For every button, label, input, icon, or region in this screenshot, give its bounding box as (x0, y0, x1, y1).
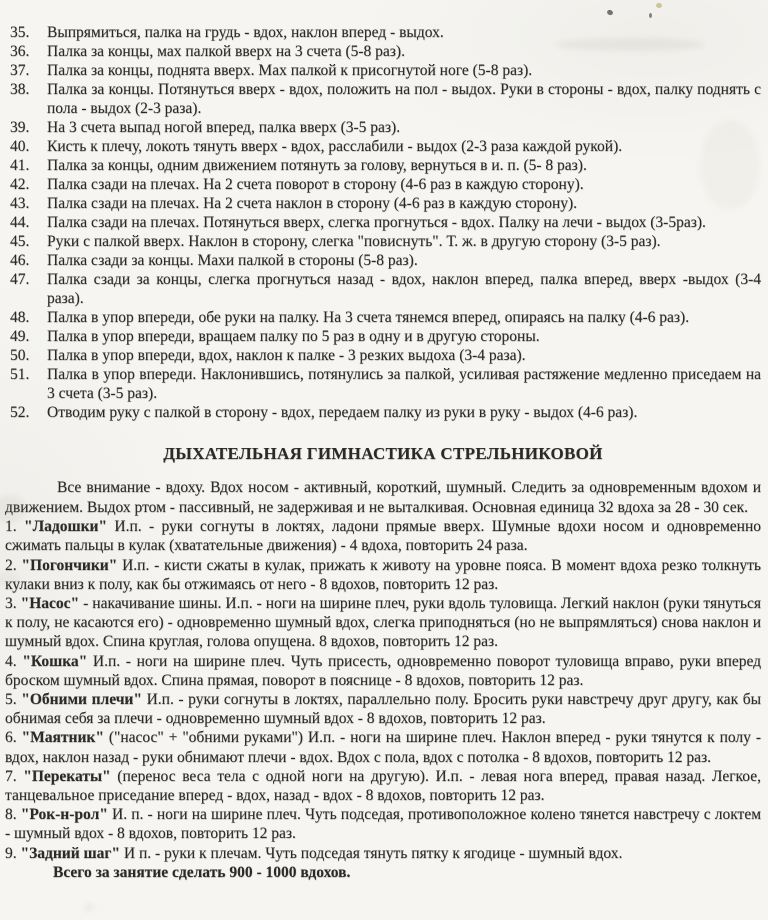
item-text: И.п. - ноги на ширине плеч. Чуть присесть, одновременно поворот туловища вправо, руки вперед броском шумный вдох. Спина прямая, поворот в пояснице - 8 вдохов, повторить 12 раз. (5, 652, 762, 689)
item-number: 37. (10, 62, 30, 79)
item-text: Палка сзади на плечах. Потянуться вверх, слегка прогнуться - вдох. Палку на лечи - выдох (3-5раз). (47, 214, 706, 231)
item-number: 35. (10, 24, 30, 41)
stick-exercise-item (10, 213, 761, 232)
stick-exercise-item (10, 251, 761, 270)
breathing-exercise-list (5, 517, 761, 863)
item-text: Палка в упор впереди. Наклонившись, потянулись за палкой, усиливая растяжение медленно приседаем на 3 счета (3-5 раз). (47, 366, 761, 402)
stick-exercise-item (10, 346, 761, 365)
item-number: 47. (10, 271, 30, 288)
item-number: 40. (10, 138, 30, 155)
item-number: 8. (5, 806, 17, 824)
stick-exercise-item (10, 80, 761, 118)
exercise-name: "Маятник" (21, 729, 104, 747)
item-text: И п. - руки к плечам. Чуть подседая тянуть пятку к ягодице - шумный вдох. (123, 844, 623, 862)
total-inhales-note: Всего за занятие сделать 900 - 1000 вдохов. (53, 863, 351, 881)
breathing-exercise-item (5, 594, 761, 652)
stick-exercise-item (10, 270, 761, 308)
item-text: ("насос" + "обними руками") И.п. - ноги на ширине плеч. Наклон вперед - руки тянутся к полу - вдох, наклон назад - руки обнимают плечи - вдох. Вдох с пола, вдох с потолка - 8 вдохов, повторить 12 раз. (5, 729, 761, 766)
breathing-exercise-item (5, 556, 761, 594)
exercise-name: "Кошка" (22, 652, 88, 670)
item-text: Руки с палкой вверх. Наклон в сторону, слегка "повиснуть". Т. ж. в другую сторону (3-5 раз). (47, 233, 661, 250)
stick-exercise-item (10, 194, 761, 213)
item-number: 1. (5, 518, 17, 536)
stick-exercise-item (10, 23, 761, 42)
item-text: Палка в упор впереди, вдох, наклон к палке - 3 резких выдоха (3-4 раза). (47, 347, 526, 364)
breathing-exercise-item (5, 805, 761, 843)
item-text: (перенос веса тела с одной ноги на другую). И.п. - левая нога вперед, правая назад. Легкое, танцевальное приседание вперед - вдох, назад - вдох - 8 вдохов, повторить 12 раз. (5, 767, 761, 805)
item-text: Палка за концы, поднята вверх. Мах палкой к присогнутой ноге (5-8 раз). (47, 62, 533, 79)
item-text: Палка в упор впереди, вращаем палку по 5 раз в одну и в другую стороны. (47, 328, 540, 345)
item-number: 38. (10, 81, 30, 98)
stick-exercise-item (10, 232, 761, 251)
scan-speck (649, 13, 652, 18)
item-number: 44. (10, 214, 30, 231)
item-number: 50. (10, 347, 30, 364)
stick-exercise-list (5, 23, 761, 422)
item-text: На 3 счета выпад ногой вперед, палка вверх (3-5 раз). (47, 119, 401, 136)
stick-exercise-item (10, 156, 761, 175)
breathing-exercise-item (5, 652, 761, 690)
item-text: Палка в упор впереди, обе руки на палку. На 3 счета тянемся вперед, опираясь на палку (4-6 раз). (47, 309, 690, 326)
item-text: И.п. - руки согнуты в локтях, параллельно полу. Бросить руки навстречу друг другу, как бы обнимая себя за плечи - одновременно шумный вдох - 8 вдохов, повторить 12 раз. (5, 691, 761, 728)
item-text: Палка за концы. Потянуться вверх - вдох, положить на пол - выдох. Руки в стороны - вдох, палку поднять с пола - выдох (2-3 раза). (47, 81, 761, 117)
stick-exercise-item (10, 61, 761, 80)
exercise-name: "Задний шаг" (20, 844, 121, 862)
item-number: 45. (10, 233, 30, 250)
breathing-exercise-item (5, 517, 761, 555)
item-text: И.п. - руки согнуты в локтях, ладони прямые вверх. Шумные вдохи носом и одновременно сжимать пальцы в кулак (хватательные движения) - 4 вдоха, повторить 24 раза. (5, 518, 762, 555)
exercise-name: "Насос" (20, 595, 80, 612)
item-text: Кисть к плечу, локоть тянуть вверх - вдох, расслабили - выдох (2-3 раза каждой рукой). (47, 138, 623, 155)
intro-paragraph: Все внимание - вдоху. Вдох носом - активный, короткий, шумный. Следить за одновременным вдохом и движением. Выдох ртом - пассивный, не задерживая и не выталкивая. Основная единица 32 вдоха за 28 - 30 сек. (5, 479, 761, 516)
item-number: 41. (10, 157, 30, 174)
section-heading: ДЫХАТЕЛЬНАЯ ГИМНАСТИКА СТРЕЛЬНИКОВОЙ (163, 444, 603, 463)
item-number: 9. (5, 844, 17, 862)
stick-exercise-item (10, 42, 761, 61)
stick-exercise-item (10, 175, 761, 194)
item-number: 51. (10, 366, 30, 383)
item-text: Палка сзади за концы, слегка прогнуться назад - вдох, наклон вперед, палка вперед, вверх -выдох (3-4 раза). (47, 271, 761, 307)
stick-exercise-item (10, 327, 761, 346)
item-number: 48. (10, 309, 30, 326)
breathing-exercise-item (5, 690, 761, 728)
item-number: 43. (10, 195, 30, 212)
item-text: Палка за концы, одним движением потянуть за голову, вернуться в и. п. (5- 8 раз). (47, 157, 587, 174)
item-text: Отводим руку с палкой в сторону - вдох, передаем палку из руки в руку - выдох (4-6 раз). (47, 404, 638, 421)
item-number: 39. (10, 119, 30, 136)
item-number: 7. (5, 767, 17, 785)
exercise-name: "Рок-н-рол" (20, 806, 108, 824)
item-number: 5. (5, 691, 17, 709)
breathing-exercise-item (5, 844, 761, 863)
exercise-name: "Погончики" (21, 556, 118, 574)
stick-exercise-item (10, 118, 761, 137)
stick-exercise-item (10, 308, 761, 327)
exercise-name: "Ладошки" (23, 518, 108, 536)
item-number: 2. (5, 556, 17, 574)
item-number: 6. (5, 729, 17, 747)
exercise-name: "Перекаты" (23, 767, 111, 785)
item-number: 36. (10, 43, 30, 60)
item-number: 46. (10, 252, 30, 269)
item-number: 4. (5, 652, 17, 670)
breathing-exercise-item (5, 767, 761, 805)
item-text: - накачивание шины. И.п. - ноги на ширине плеч, руки вдоль туловища. Легкий наклон (руки тянуться к полу, не касаются его) - одновременно шумный вдох, слегка приподняться (но не выпрямляться) снова наклон и шумный вдох. Спина круглая, голова опущена. 8 вдохов, повторить 12 раз. (5, 595, 762, 651)
item-number: 3. (5, 595, 17, 612)
stick-exercise-item (10, 403, 761, 422)
scan-speck (606, 9, 614, 16)
item-number: 52. (10, 404, 30, 421)
exercise-name: "Обними плечи" (21, 691, 142, 709)
scan-smudge (84, 904, 94, 911)
scan-speck (656, 3, 662, 8)
item-text: И. п. - ноги на ширине плеч. Чуть подседая, противоположное колено тянется навстречу с локтем - шумный вдох - 8 вдохов, повторить 12 раз. (5, 806, 762, 843)
stick-exercise-item (10, 137, 761, 156)
item-text: Палка сзади на плечах. На 2 счета поворот в сторону (4-6 раз в каждую сторону). (47, 176, 584, 193)
breathing-exercise-item (5, 728, 761, 766)
item-number: 49. (10, 328, 30, 345)
item-text: Палка сзади за концы. Махи палкой в стороны (5-8 раз). (47, 252, 418, 269)
item-text: Выпрямиться, палка на грудь - вдох, наклон вперед - выдох. (47, 24, 444, 41)
stick-exercise-item (10, 365, 761, 403)
item-text: Палка за концы, мах палкой вверх на 3 счета (5-8 раз). (47, 43, 405, 60)
item-text: Палка сзади на плечах. На 2 счета наклон в сторону (4-6 раз в каждую сторону). (47, 195, 578, 212)
item-number: 42. (10, 176, 30, 193)
item-text: И.п. - кисти сжаты в кулак, прижать к животу на уровне пояса. В момент вдоха резко толкнуть кулаки вниз к полу, как бы отжимаясь от него - 8 вдохов, повторить 12 раз. (5, 556, 761, 593)
